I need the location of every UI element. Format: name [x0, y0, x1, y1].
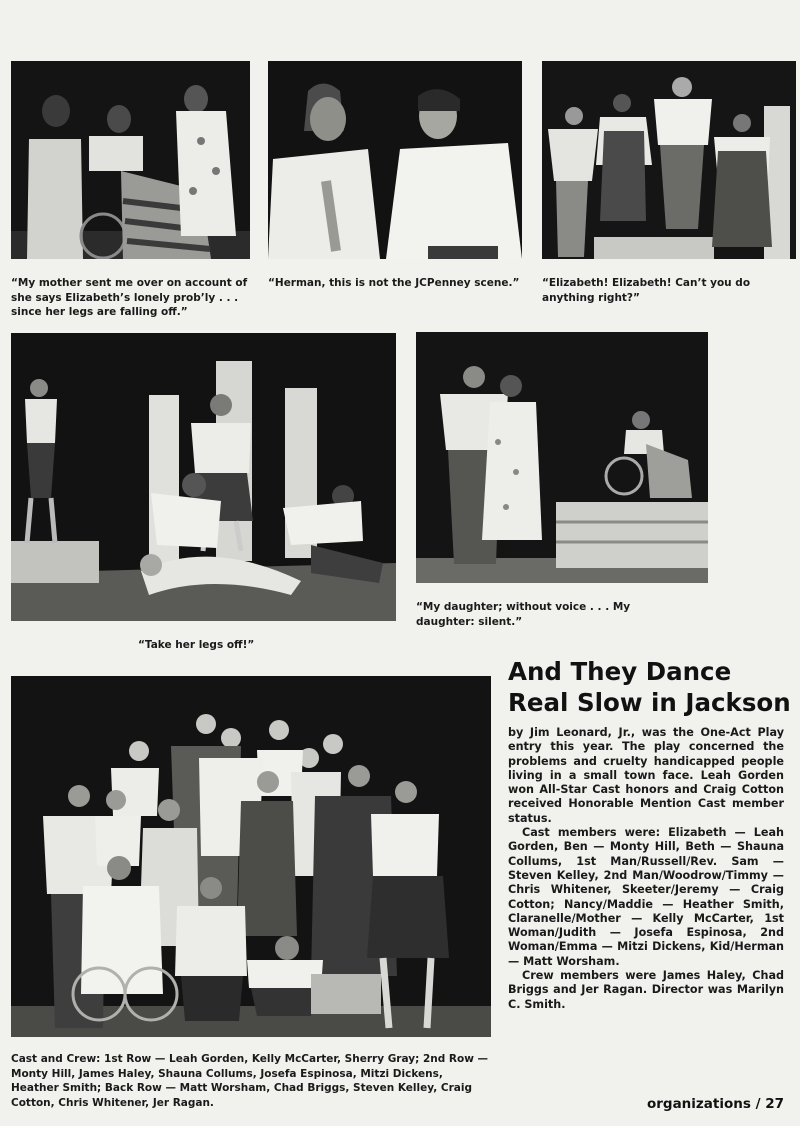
photo-daughter-scene — [416, 332, 708, 583]
photo-wheelchair-scene — [11, 61, 250, 259]
photo-caption: “My mother sent me over on account of she says Elizabeth’s lonely prob’ly . . . since her legs are falling off.” — [11, 277, 248, 318]
photo-caption: “Herman, this is not the JCPenney scene.” — [268, 277, 520, 289]
page-number: organizations / 27 — [646, 1096, 784, 1112]
article-paragraph: by Jim Leonard, Jr., was the One-Act Play entry this year. The play concerned the problems and cruelty handicapped people living in a small town face. Leah Gorden won All-Star Cast honors and Craig Cotton received Honorable Mention Cast member status. — [508, 726, 784, 825]
photo-caption: “My daughter; without voice . . . My daughter: silent.” — [416, 601, 631, 628]
photo-legs-scene — [11, 333, 396, 621]
article-body — [508, 726, 784, 1012]
photo-elizabeth-scene — [542, 61, 796, 259]
photo-caption: “Take her legs off!” — [138, 639, 255, 651]
article-title: And They Dance Real Slow in Jackson — [508, 657, 791, 717]
article-paragraph: Crew members were James Haley, Chad Briggs and Jer Ragan. Director was Marilyn C. Smith. — [508, 969, 784, 1011]
photo-caption: “Elizabeth! Elizabeth! Can’t you do anything right?” — [542, 277, 751, 304]
photo-cast-and-crew — [11, 676, 491, 1037]
photo-jcpenney-scene — [268, 61, 522, 259]
article-paragraph: Cast members were: Elizabeth — Leah Gorden, Ben — Monty Hill, Beth — Shauna Collums, 1st Man/Russell/Rev. Sam — Steven Kelley, 2nd Man/Woodrow/Timmy — Chris Whitener, Skeeter/Jeremy — Craig Cotton; Nancy/Maddie — Heather Smith, Claranelle/Mother — Kelly McCarter, 1st Woman/Judith — Josefa Espinosa, 2nd Woman/Emma — Mitzi Dickens, Kid/Herman — Matt Worsham. — [508, 826, 784, 968]
photo-caption: Cast and Crew: 1st Row — Leah Gorden, Kelly McCarter, Sherry Gray; 2nd Row — Monty Hill, James Haley, Shauna Collums, Josefa Espinosa, Mitzi Dickens, Heather Smith; Back Row — Matt Worsham, Chad Briggs, Steven Kelley, Craig Cotton, Chris Whitener, Jer Ragan. — [11, 1053, 489, 1109]
